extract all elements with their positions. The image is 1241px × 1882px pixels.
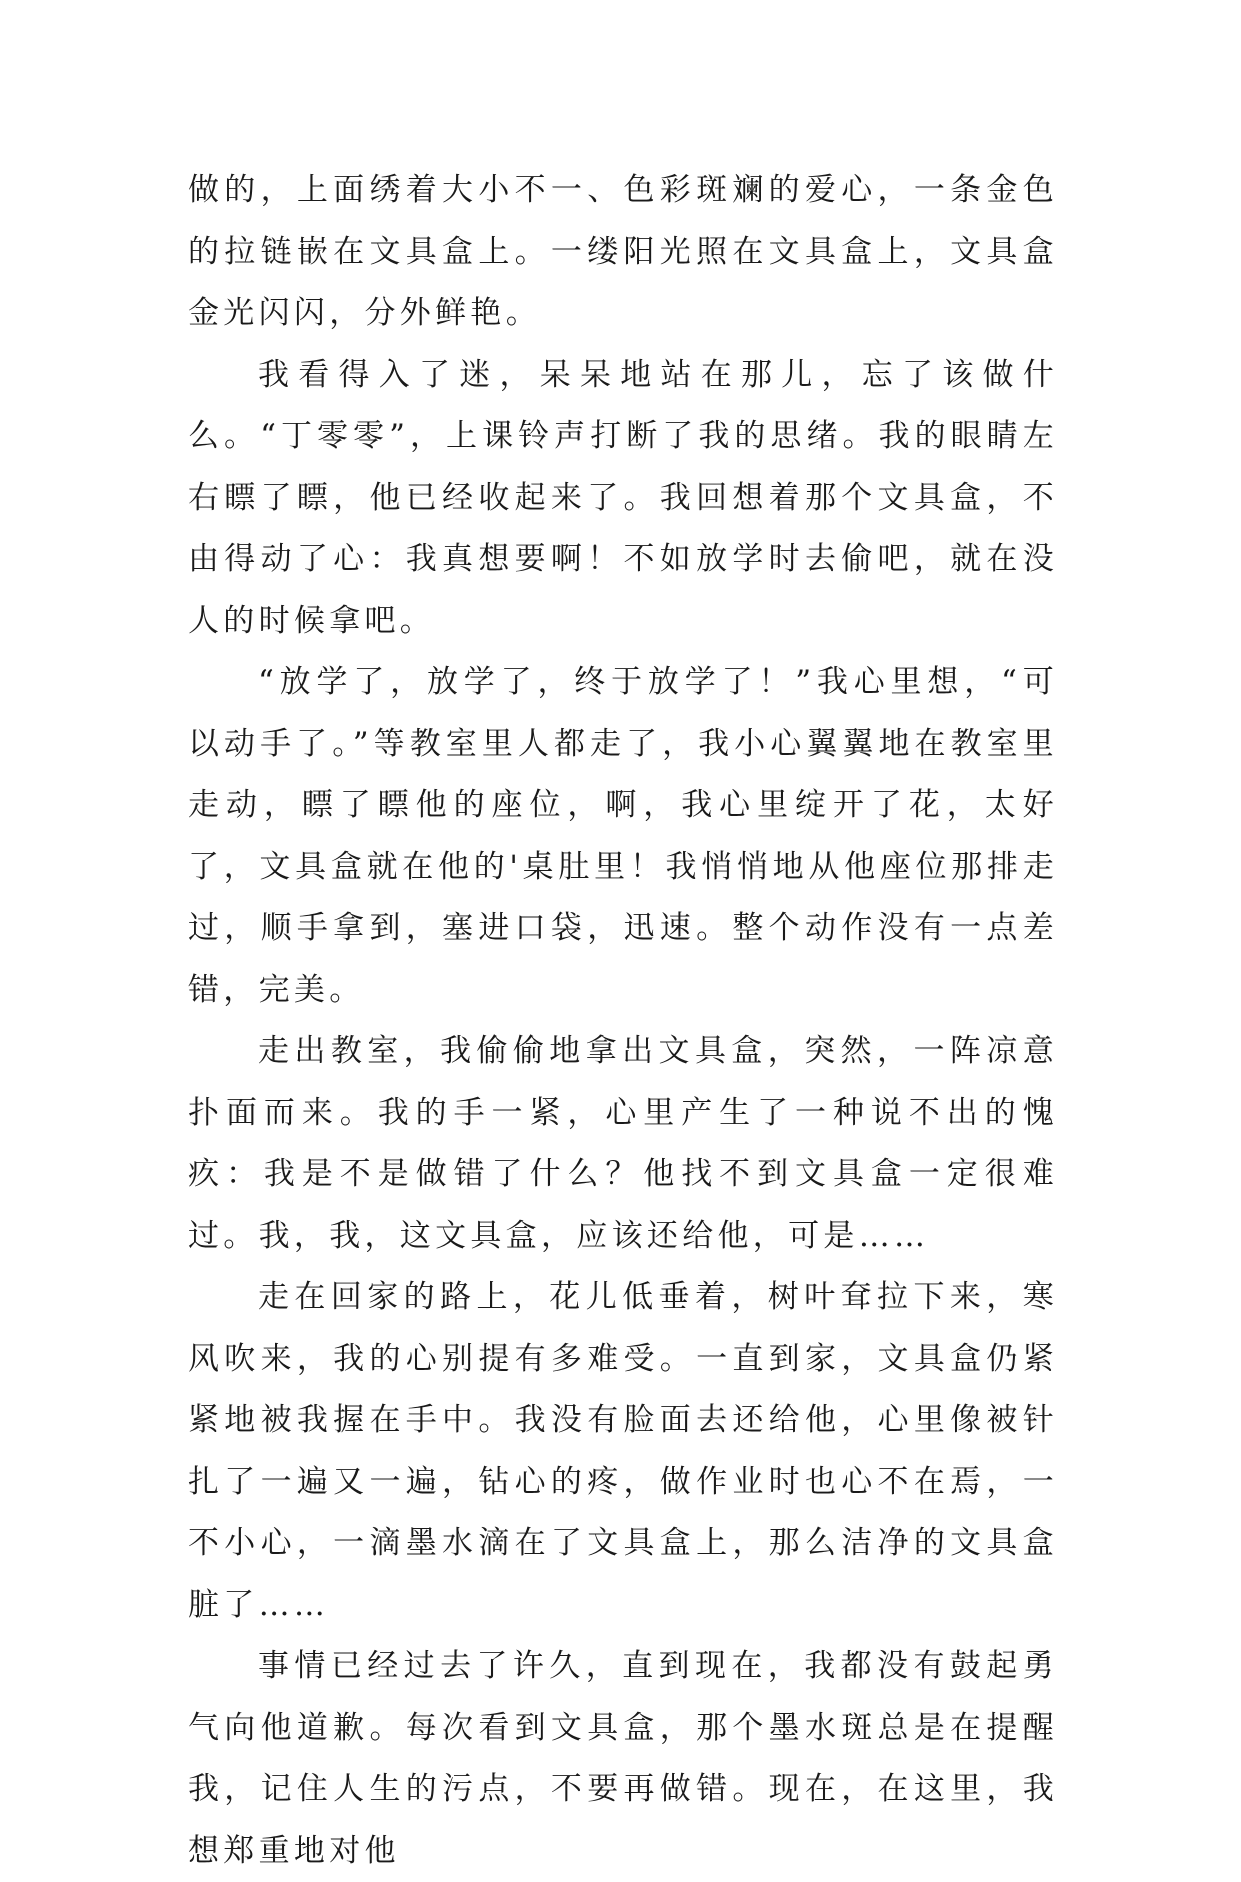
body-text <box>188 160 1058 1882</box>
paragraph: 我看得入了迷，呆呆地站在那儿，忘了该做什么。“丁零零”，上课铃声打断了我的思绪。我的眼睛左右瞟了瞟，他已经收起来了。我回想着那个文具盒，不由得动了心：我真想要啊！不如放学时去偷吧，就在没人的时候拿吧。 <box>188 356 1058 639</box>
paragraph: 走在回家的路上，花儿低垂着，树叶耷拉下来，寒风吹来，我的心别提有多难受。一直到家，文具盒仍紧紧地被我握在手中。我没有脸面去还给他，心里像被针扎了一遍又一遍，钻心的疼，做作业时也心不在焉，一不小心，一滴墨水滴在了文具盒上，那么洁净的文具盒脏了…… <box>188 1279 1058 1623</box>
paragraph: “放学了，放学了，终于放学了！”我心里想，“可以动手了。”等教室里人都走了，我小心翼翼地在教室里走动，瞟了瞟他的座位，啊，我心里绽开了花，太好了，文具盒就在他的'桌肚里！我悄悄地从他座位那排走过，顺手拿到，塞进口袋，迅速。整个动作没有一点差错，完美。 <box>188 664 1058 1008</box>
paragraph: 走出教室，我偷偷地拿出文具盒，突然，一阵凉意扑面而来。我的手一紧，心里产生了一种说不出的愧疚：我是不是做错了什么？他找不到文具盒一定很难过。我，我，这文具盒，应该还给他，可是…… <box>188 1033 1058 1254</box>
paragraph: 事情已经过去了许久，直到现在，我都没有鼓起勇气向他道歉。每次看到文具盒，那个墨水斑总是在提醒我，记住人生的污点，不要再做错。现在，在这里，我想郑重地对他 <box>188 1648 1058 1869</box>
paragraph: 做的，上面绣着大小不一、色彩斑斓的爱心，一条金色的拉链嵌在文具盒上。一缕阳光照在文具盒上，文具盒金光闪闪，分外鲜艳。 <box>188 172 1058 331</box>
